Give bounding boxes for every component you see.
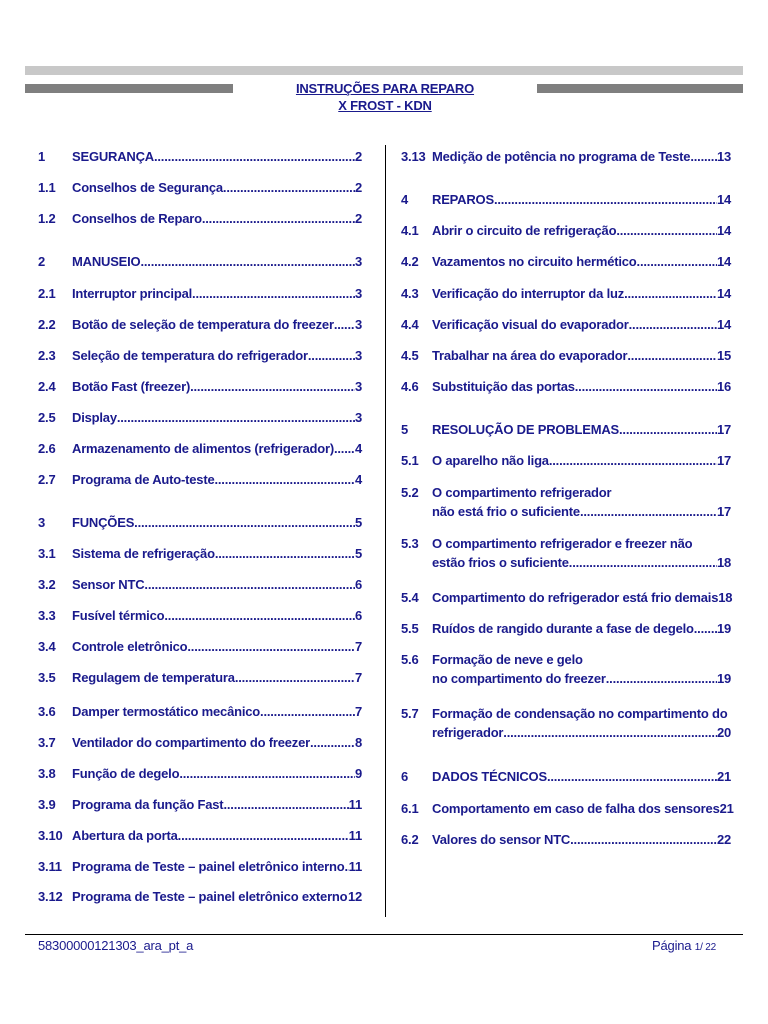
- toc-entry-title: Interruptor principal: [72, 286, 193, 301]
- toc-entry-body: [72, 575, 362, 594]
- toc-entry-title: Programa de Auto-teste: [72, 472, 215, 487]
- toc-entry-number: 5.5: [401, 621, 419, 636]
- page-number: 1/ 22: [694, 942, 716, 953]
- toc-dot-leader: [223, 178, 355, 197]
- toc-entry-number: 6.1: [401, 801, 419, 816]
- toc-entry-number: 3.13: [401, 149, 426, 164]
- toc-entry-page: 13: [716, 149, 731, 164]
- toc-entry-number: 2.6: [38, 441, 56, 456]
- toc-entry-body: [72, 346, 362, 365]
- toc-entry-title: Damper termostático mecânico: [72, 704, 261, 719]
- toc-dot-leader: [494, 190, 717, 209]
- toc-entry-body: [72, 826, 362, 845]
- toc-entry-number: 3.7: [38, 735, 56, 750]
- toc-entry-number: 5.4: [401, 590, 419, 605]
- toc-dot-leader: [202, 209, 355, 228]
- toc-entry-body: [72, 795, 362, 814]
- toc-dot-leader: [187, 637, 355, 656]
- toc-entry-body: [432, 252, 731, 271]
- toc-dot-leader: [144, 575, 355, 594]
- toc-entry-body: [72, 857, 362, 876]
- toc-entry-number: 6: [401, 769, 409, 784]
- header-rule: [25, 66, 743, 75]
- toc-entry-title: no compartimento do freezer: [432, 671, 606, 686]
- toc-entry-title: O compartimento refrigerador: [432, 485, 612, 500]
- toc-entry-title: Formação de condensação no compartimento do: [432, 706, 728, 721]
- toc-dot-leader: [627, 346, 717, 365]
- toc-entry-body: [72, 544, 362, 563]
- toc-entry-body: [432, 767, 731, 786]
- toc-entry-page: 19: [716, 621, 731, 636]
- toc-dot-leader: [637, 252, 717, 271]
- page-label: Página: [652, 938, 692, 953]
- toc-entry-body: [72, 513, 362, 532]
- toc-entry-title: Valores do sensor NTC: [432, 832, 571, 847]
- toc-entry-title: DADOS TÉCNICOS: [432, 769, 547, 784]
- toc-entry-page: 3: [354, 379, 362, 394]
- toc-entry-page: 5: [354, 546, 362, 561]
- toc-entry-page: 11: [348, 859, 362, 874]
- toc-entry-page: 5: [354, 515, 362, 530]
- toc-entry-title: Abrir o circuito de refrigeração: [432, 223, 617, 238]
- toc-entry-number: 1.1: [38, 180, 56, 195]
- toc-entry-body: [432, 377, 731, 396]
- toc-dot-leader: [624, 284, 717, 303]
- toc-entry-title: Sensor NTC: [72, 577, 145, 592]
- toc-dot-leader: [619, 420, 717, 439]
- toc-dot-leader: [117, 408, 355, 427]
- toc-entry-body: [72, 147, 362, 166]
- toc-dot-leader: [629, 315, 717, 334]
- toc-entry-number: 3.5: [38, 670, 56, 685]
- toc-dot-leader: [694, 619, 717, 638]
- toc-entry-title: Compartimento do refrigerador está frio demais: [432, 590, 719, 605]
- toc-entry-page: 4: [354, 472, 362, 487]
- toc-entry-number: 2.4: [38, 379, 56, 394]
- toc-entry-title: Conselhos de Segurança: [72, 180, 223, 195]
- toc-entry-body: [72, 315, 362, 334]
- toc-entry-title: Botão Fast (freezer): [72, 379, 191, 394]
- toc-dot-leader: [260, 702, 355, 721]
- toc-entry-page: 17: [716, 453, 731, 468]
- toc-entry-body: [72, 377, 362, 396]
- toc-dot-leader: [549, 451, 717, 470]
- document-title: [233, 80, 537, 114]
- toc-entry-number: 3: [38, 515, 46, 530]
- toc-entry-number: 4.5: [401, 348, 419, 363]
- toc-entry-body: [432, 147, 731, 166]
- toc-entry-title: RESOLUÇÃO DE PROBLEMAS: [432, 422, 620, 437]
- toc-entry-number: 4.6: [401, 379, 419, 394]
- toc-entry-title: refrigerador: [432, 725, 504, 740]
- toc-entry-page: 6: [354, 608, 362, 623]
- toc-entry-body: [432, 190, 731, 209]
- toc-entry-title: Armazenamento de alimentos (refrigerador): [72, 441, 334, 456]
- toc-dot-leader: [690, 147, 717, 166]
- toc-entry-title: Substituição das portas: [432, 379, 575, 394]
- toc-dot-leader: [154, 147, 355, 166]
- toc-entry-title: REPAROS: [432, 192, 494, 207]
- toc-entry-body: [432, 483, 731, 521]
- toc-entry-body: [432, 346, 731, 365]
- toc-entry-number: 2.1: [38, 286, 56, 301]
- toc-dot-leader: [570, 830, 717, 849]
- toc-entry-title: Programa da função Fast: [72, 797, 224, 812]
- toc-entry-page: 14: [716, 317, 731, 332]
- toc-entry-page: 8: [354, 735, 362, 750]
- toc-entry-body: [72, 606, 362, 625]
- toc-dot-leader: [616, 221, 717, 240]
- toc-entry-page: 17: [716, 422, 731, 437]
- toc-entry-page: 7: [354, 670, 362, 685]
- toc-entry-body: [72, 209, 362, 228]
- header-bar-left: [25, 84, 233, 93]
- column-divider: [385, 145, 386, 917]
- toc-dot-leader: [179, 764, 355, 783]
- toc-entry-body: [432, 588, 731, 607]
- toc-entry-body: [432, 650, 731, 688]
- title-line-2: X FROST - KDN: [338, 98, 432, 113]
- toc-entry-number: 2.7: [38, 472, 56, 487]
- toc-dot-leader: [190, 377, 355, 396]
- toc-entry-body: [72, 284, 362, 303]
- document-code: 58300000121303_ara_pt_a: [38, 938, 194, 953]
- toc-entry-number: 2.2: [38, 317, 56, 332]
- toc-entry-page: 12: [347, 889, 362, 904]
- toc-entry-title: Ruídos de rangido durante a fase de degelo: [432, 621, 694, 636]
- toc-entry-title: Abertura da porta: [72, 828, 178, 843]
- toc-entry-title: O compartimento refrigerador e freezer não: [432, 536, 693, 551]
- toc-dot-leader: [214, 470, 354, 489]
- header-bar-right: [537, 84, 743, 93]
- toc-entry-page: 14: [716, 286, 731, 301]
- toc-entry-title: Fusível térmico: [72, 608, 165, 623]
- toc-entry-body: [432, 704, 731, 742]
- toc-entry-page: 7: [354, 704, 362, 719]
- toc-entry-body: [72, 764, 362, 783]
- toc-dot-leader: [164, 606, 355, 625]
- toc-entry-number: 3.4: [38, 639, 56, 654]
- toc-entry-page: 11: [348, 797, 362, 812]
- toc-entry-number: 3.8: [38, 766, 56, 781]
- toc-entry-number: 3.6: [38, 704, 56, 719]
- toc-entry-body: [432, 619, 731, 638]
- toc-entry-number: 2: [38, 254, 46, 269]
- toc-entry-body: [432, 799, 734, 818]
- toc-entry-title: Formação de neve e gelo: [432, 652, 583, 667]
- toc-entry-title: Conselhos de Reparo: [72, 211, 202, 226]
- toc-entry-page: 2: [354, 149, 362, 164]
- toc-entry-number: 3.3: [38, 608, 56, 623]
- toc-entry-title: Medição de potência no programa de Teste: [432, 149, 691, 164]
- toc-entry-body: [72, 637, 362, 656]
- toc-entry-body: [432, 315, 731, 334]
- toc-entry-body: [72, 668, 362, 687]
- toc-entry-title: Verificação do interruptor da luz: [432, 286, 625, 301]
- toc-entry-page: 3: [354, 317, 362, 332]
- toc-entry-number: 3.2: [38, 577, 56, 592]
- toc-entry-page: 2: [354, 180, 362, 195]
- toc-dot-leader: [334, 439, 355, 458]
- toc-dot-leader: [235, 668, 355, 687]
- toc-entry-page: 14: [716, 223, 731, 238]
- toc-dot-leader: [192, 284, 355, 303]
- toc-entry-body: [72, 887, 362, 906]
- toc-dot-leader: [178, 826, 349, 845]
- toc-entry-body: [432, 221, 731, 240]
- toc-entry-number: 3.10: [38, 828, 63, 843]
- toc-entry-title: Vazamentos no circuito hermético: [432, 254, 637, 269]
- toc-entry-title: não está frio o suficiente: [432, 504, 580, 519]
- toc-entry-number: 5.6: [401, 652, 419, 667]
- toc-entry-body: [72, 178, 362, 197]
- toc-entry-number: 4: [401, 192, 409, 207]
- toc-entry-number: 4.2: [401, 254, 419, 269]
- toc-entry-number: 6.2: [401, 832, 419, 847]
- toc-entry-title: Função de degelo: [72, 766, 180, 781]
- toc-entry-title: FUNÇÕES: [72, 515, 135, 530]
- toc-entry-title: Programa de Teste – painel eletrônico interno: [72, 859, 345, 874]
- toc-entry-title: Comportamento em caso de falha dos sensores: [432, 801, 720, 816]
- toc-entry-title: MANUSEIO: [72, 254, 141, 269]
- toc-entry-title: Sistema de refrigeração: [72, 546, 215, 561]
- toc-entry-page: 9: [354, 766, 362, 781]
- toc-entry-title: Regulagem de temperatura: [72, 670, 235, 685]
- toc-entry-number: 3.12: [38, 889, 63, 904]
- toc-entry-number: 3.11: [38, 859, 62, 874]
- toc-entry-body: [72, 439, 362, 458]
- toc-entry-number: 4.1: [401, 223, 419, 238]
- toc-entry-page: 2: [354, 211, 362, 226]
- toc-entry-title: Verificação visual do evaporador: [432, 317, 629, 332]
- toc-entry-title: Programa de Teste – painel eletrônico externo: [72, 889, 348, 904]
- toc-entry-page: 3: [354, 286, 362, 301]
- toc-entry-page: 14: [716, 254, 731, 269]
- toc-entry-title: Display: [72, 410, 117, 425]
- toc-entry-title: SEGURANÇA: [72, 149, 154, 164]
- toc-entry-page: 18: [718, 590, 733, 605]
- toc-dot-leader: [575, 377, 717, 396]
- toc-entry-page: 22: [716, 832, 731, 847]
- toc-entry-number: 2.5: [38, 410, 56, 425]
- toc-entry-number: 4.4: [401, 317, 419, 332]
- toc-entry-page: 21: [719, 801, 734, 816]
- toc-entry-number: 1.2: [38, 211, 56, 226]
- toc-entry-title: Controle eletrônico: [72, 639, 188, 654]
- toc-entry-number: 2.3: [38, 348, 56, 363]
- toc-entry-body: [72, 733, 362, 752]
- toc-entry-number: 5.7: [401, 706, 419, 721]
- toc-entry-number: 4.3: [401, 286, 419, 301]
- page-indicator: [652, 938, 716, 953]
- toc-entry-title: O aparelho não liga: [432, 453, 549, 468]
- toc-entry-page: 6: [354, 577, 362, 592]
- toc-entry-number: 5.1: [401, 453, 419, 468]
- toc-entry-title: Seleção de temperatura do refrigerador: [72, 348, 308, 363]
- toc-entry-number: 3.1: [38, 546, 56, 561]
- toc-entry-title: estão frios o suficiente: [432, 555, 569, 570]
- toc-entry-page: 3: [354, 348, 362, 363]
- toc-entry-page: 21: [716, 769, 731, 784]
- toc-entry-number: 5: [401, 422, 409, 437]
- toc-entry-body: [72, 702, 362, 721]
- toc-dot-leader: [503, 723, 717, 742]
- toc-entry-body: [72, 252, 362, 271]
- toc-entry-page: 17: [716, 504, 731, 519]
- toc-entry-body: [432, 830, 731, 849]
- toc-entry-page: 3: [354, 254, 362, 269]
- footer-rule: [25, 934, 743, 935]
- toc-dot-leader: [580, 502, 717, 521]
- toc-entry-body: [432, 451, 731, 470]
- toc-entry-number: 1: [38, 149, 46, 164]
- title-line-1: INSTRUÇÕES PARA REPARO: [295, 81, 475, 96]
- toc-entry-body: [432, 534, 731, 572]
- toc-entry-page: 14: [716, 192, 731, 207]
- toc-entry-number: 5.3: [401, 536, 419, 551]
- toc-entry-number: 3.9: [38, 797, 56, 812]
- toc-entry-page: 16: [716, 379, 731, 394]
- toc-entry-page: 11: [348, 828, 362, 843]
- toc-dot-leader: [134, 513, 355, 532]
- toc-dot-leader: [547, 767, 717, 786]
- toc-entry-body: [72, 408, 362, 427]
- toc-entry-body: [432, 284, 731, 303]
- toc-entry-body: [72, 470, 362, 489]
- toc-entry-title: Botão de seleção de temperatura do freezer: [72, 317, 334, 332]
- toc-dot-leader: [310, 733, 355, 752]
- toc-entry-title: Trabalhar na área do evaporador: [432, 348, 628, 363]
- toc-dot-leader: [140, 252, 355, 271]
- toc-entry-page: 3: [354, 410, 362, 425]
- toc-dot-leader: [215, 544, 355, 563]
- toc-entry-number: 5.2: [401, 485, 419, 500]
- toc-entry-title: Ventilador do compartimento do freezer: [72, 735, 310, 750]
- toc-dot-leader: [308, 346, 355, 365]
- toc-dot-leader: [569, 553, 717, 572]
- toc-entry-page: 18: [716, 555, 731, 570]
- toc-entry-page: 15: [716, 348, 731, 363]
- toc-entry-body: [432, 420, 731, 439]
- toc-entry-page: 20: [716, 725, 731, 740]
- toc-entry-page: 19: [716, 671, 731, 686]
- toc-dot-leader: [334, 315, 355, 334]
- toc-entry-page: 7: [354, 639, 362, 654]
- toc-entry-page: 4: [354, 441, 362, 456]
- toc-dot-leader: [223, 795, 348, 814]
- toc-dot-leader: [606, 669, 717, 688]
